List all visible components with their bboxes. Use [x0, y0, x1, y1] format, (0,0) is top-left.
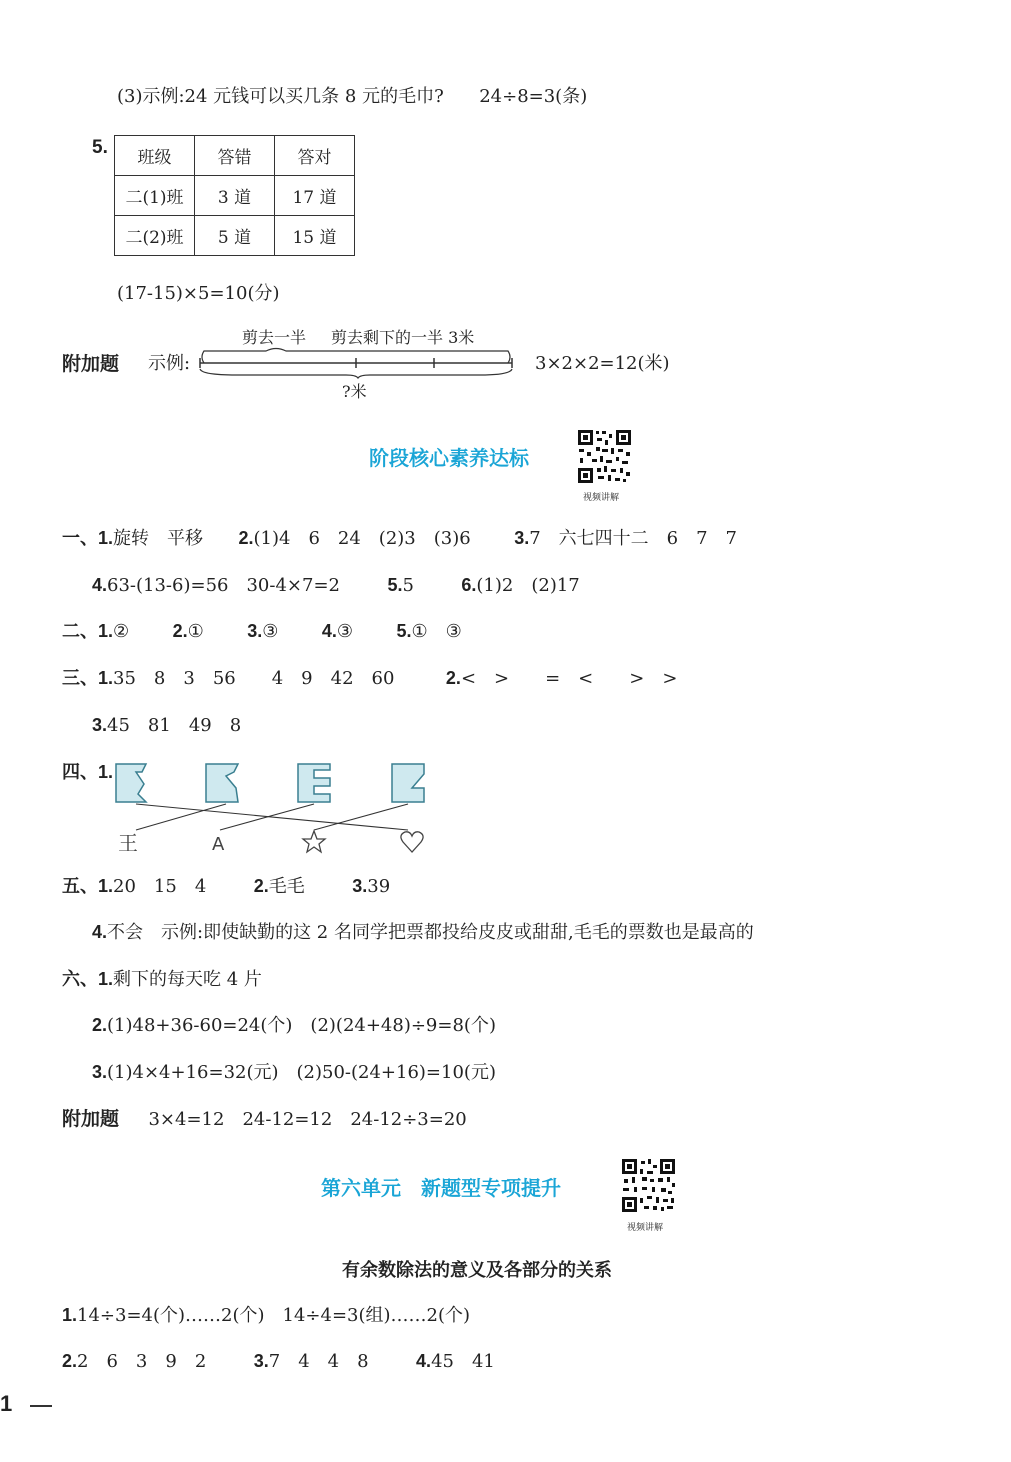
- item-number: 3.: [514, 528, 530, 548]
- page-number: 1: [0, 1391, 13, 1416]
- answer-line-9: [62, 967, 262, 992]
- heart-icon: [401, 832, 423, 852]
- answer-line-12: [62, 1107, 467, 1132]
- item-answer: < > = < > >: [460, 668, 678, 689]
- diagram-label-half: 剪去一半: [242, 328, 307, 347]
- extra-label: 附加题: [62, 1108, 120, 1130]
- star-icon: [303, 831, 325, 852]
- table-cell: 5 道: [195, 216, 275, 256]
- table-cell: 17 道: [275, 176, 355, 216]
- header-cell: 答错: [195, 136, 275, 176]
- page-number-rule: [30, 1405, 52, 1407]
- item-number: 五、1.: [62, 876, 114, 896]
- item-answer: ① ③: [411, 621, 462, 642]
- item-number: 2.: [445, 668, 461, 688]
- item-answer: ③: [262, 621, 279, 642]
- item-number: 3.: [92, 715, 108, 735]
- item-number: 4.: [92, 922, 108, 942]
- item-answer: 35 8 3 56 4 9 42 60: [113, 668, 395, 689]
- item-answer: 63-(13-6)=56 30-4×7=2: [107, 575, 340, 596]
- qr-caption: 视频讲解: [583, 493, 620, 503]
- item-answer: 5: [402, 575, 414, 596]
- item-number: 3.: [92, 1062, 108, 1082]
- table-cell: 15 道: [275, 216, 355, 256]
- q5-table: [114, 135, 355, 256]
- answer-line-14: [62, 1349, 495, 1374]
- subsection-title: 有余数除法的意义及各部分的关系: [342, 1260, 612, 1281]
- item-number: 2.: [62, 1351, 78, 1371]
- item-number: 二、1.: [62, 621, 114, 641]
- item-answer: 45 41: [431, 1351, 495, 1372]
- answer-line-4: [62, 666, 677, 691]
- q3-text: (3)示例:24 元钱可以买几条 8 元的毛巾?: [117, 86, 444, 107]
- item-answer: (1)4 6 24 (2)3 (3)6: [253, 528, 471, 549]
- item-number: 三、1.: [62, 668, 114, 688]
- answer-line-6: [62, 760, 113, 785]
- item-number: 六、1.: [62, 969, 114, 989]
- item-number: 1.: [62, 1305, 78, 1325]
- item-number: 一、1.: [62, 528, 114, 548]
- q3-answer: 24÷8=3(条): [479, 86, 588, 107]
- item-answer: 毛毛: [268, 876, 305, 897]
- item-answer: 45 81 49 8: [107, 715, 242, 736]
- folded-paper-1: [116, 764, 146, 802]
- item-answer: 7 4 4 8: [268, 1351, 369, 1372]
- item-answer: 20 15 4: [113, 876, 207, 897]
- q5-number: 5.: [92, 137, 108, 158]
- item-number: 6.: [461, 575, 477, 595]
- item-answer: 旋转 平移: [113, 528, 204, 549]
- item-number: 2.: [238, 528, 254, 548]
- header-cell: 答对: [275, 136, 355, 176]
- item-number: 4.: [92, 575, 108, 595]
- item-answer: 14÷3=4(个)……2(个) 14÷4=3(组)……2(个): [77, 1305, 471, 1326]
- answer-line-1: [62, 526, 737, 551]
- shape-label-wang: 王: [118, 831, 138, 855]
- item-answer: 7 六七四十二 6 7 7: [529, 528, 738, 549]
- q5-formula: (17-15)×5=10(分): [117, 283, 280, 304]
- item-answer: (1)2 (2)17: [476, 575, 580, 596]
- answer-line-7: [62, 874, 390, 899]
- item-answer: (1)48+36-60=24(个) (2)(24+48)÷9=8(个): [107, 1015, 496, 1036]
- segment-diagram: [196, 345, 516, 379]
- item-answer: 不会 示例:即使缺勤的这 2 名同学把票都投给皮皮或甜甜,毛毛的票数也是最高的: [107, 922, 754, 943]
- answer-line-13: [62, 1303, 470, 1328]
- item-number: 3.: [352, 876, 368, 896]
- extra-example: 示例:: [148, 353, 191, 374]
- folded-paper-3: [298, 764, 330, 802]
- qr-code-icon[interactable]: [576, 428, 633, 485]
- item-answer: 39: [367, 876, 391, 897]
- section-title: 阶段核心素养达标: [369, 446, 529, 470]
- item-number: 2.: [253, 876, 269, 896]
- table-cell: 3 道: [195, 176, 275, 216]
- item-number: 4.: [321, 621, 337, 641]
- diagram-label-remain: 剪去剩下的一半 3米: [331, 328, 475, 347]
- item-number: 3.: [253, 1351, 269, 1371]
- section-title: 第六单元 新题型专项提升: [321, 1176, 561, 1200]
- extra-answer: 3×2×2=12(米): [535, 353, 670, 374]
- item-number: 5.: [387, 575, 403, 595]
- item-answer: 剩下的每天吃 4 片: [113, 969, 262, 990]
- fold-cut-matching-figure: [108, 758, 438, 856]
- shape-label-a: A: [212, 834, 225, 855]
- qr-caption: 视频讲解: [627, 1223, 664, 1233]
- q3-line: [117, 85, 587, 109]
- qr-code-icon[interactable]: [620, 1157, 677, 1214]
- answer-line-10: [92, 1013, 496, 1038]
- table-row: [115, 176, 355, 216]
- item-answer: 2 6 3 9 2: [77, 1351, 207, 1372]
- header-cell: 班级: [115, 136, 195, 176]
- table-cell: 二(2)班: [115, 216, 195, 256]
- item-answer: 3×4=12 24-12=12 24-12÷3=20: [148, 1109, 467, 1130]
- item-answer: ①: [187, 621, 204, 642]
- item-answer: ②: [113, 621, 130, 642]
- item-number: 5.: [396, 621, 412, 641]
- answer-line-3: [62, 619, 462, 644]
- item-number: 2.: [92, 1015, 108, 1035]
- answer-line-2: [92, 573, 580, 598]
- answer-line-11: [92, 1060, 496, 1085]
- answer-line-8: [92, 920, 754, 945]
- item-number: 4.: [416, 1351, 432, 1371]
- table-header-row: [115, 136, 355, 176]
- item-number: 3.: [247, 621, 263, 641]
- diagram-label-total: ?米: [342, 382, 367, 401]
- extra-label: 附加题: [62, 353, 120, 375]
- answer-line-5: [92, 713, 241, 738]
- item-answer: (1)4×4+16=32(元) (2)50-(24+16)=10(元): [107, 1062, 496, 1083]
- table-cell: 二(1)班: [115, 176, 195, 216]
- item-answer: ③: [336, 621, 354, 642]
- folded-paper-2: [206, 764, 238, 802]
- table-row: [115, 216, 355, 256]
- folded-paper-4: [392, 764, 424, 802]
- item-number: 四、1.: [62, 762, 114, 782]
- item-number: 2.: [172, 621, 188, 641]
